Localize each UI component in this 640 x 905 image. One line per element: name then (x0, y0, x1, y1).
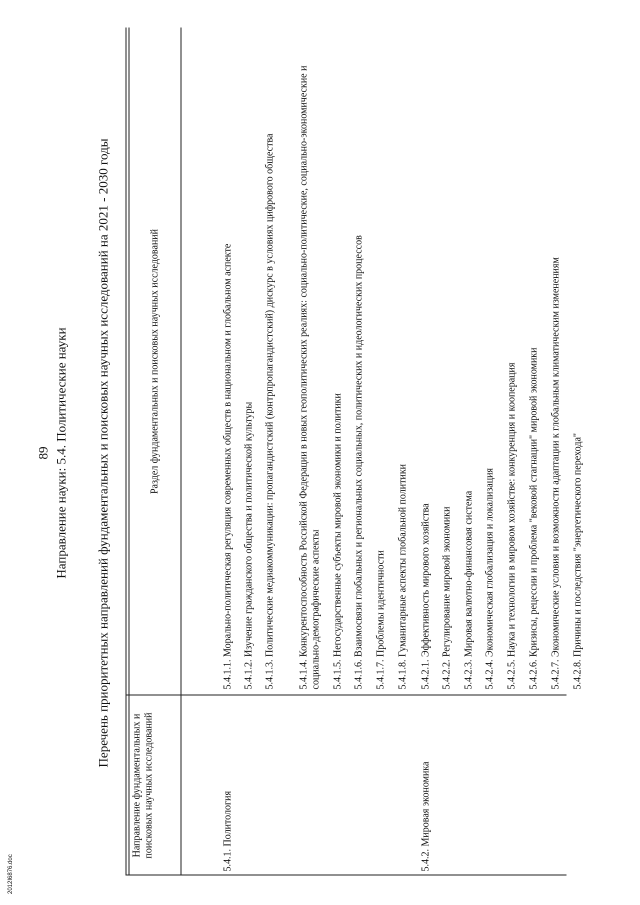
table-row: 5.4.1.7. Проблемы идентичности (375, 549, 386, 689)
table-column-divider (125, 694, 566, 695)
table-row: 5.4.2.7. Экономические условия и возможности адаптации к глобальным климатическим изменениям (550, 256, 561, 689)
header-direction: Направление фундаментальных и поисковых научных исследований (131, 712, 154, 859)
table-row: 5.4.1.8. Гуманитарные аспекты глобальной политики (397, 463, 408, 689)
direction-title: Направление науки: 5.4. Политические науки (53, 326, 68, 579)
table-row: 5.4.2.4. Экономическая глобализация и локализация (484, 467, 495, 689)
page-number: 89 (35, 446, 50, 459)
table-top-border (125, 27, 126, 875)
table-header-divider (180, 27, 181, 875)
footer-file-code (8, 854, 48, 900)
table-row: 5.4.2.1. Эффективность мирового хозяйства (420, 502, 431, 689)
table-row: 5.4.1.4. Конкурентоспособность Российской Федерации в новых геополитических реалиях: социально-политические, социально-экономические и социально-демографические аспекты (298, 65, 321, 689)
table-row: 5.4.1.2. Изучение гражданского общества и политической культуры (243, 401, 254, 689)
table-row: 5.4.1.1. Морально-политическая регуляция современных обществ в национальном и глобальном аспекте (222, 243, 233, 689)
table-row: 5.4.2.2. Регулирование мировой экономики (441, 506, 452, 689)
header-section: Раздел фундаментальных и поисковых научных исследований (149, 228, 160, 494)
footer-code-text: 2012I6876.doc (8, 854, 14, 894)
table-row: 5.4.1.6. Взаимосвязи глобальных и региональных социальных, политических и идеологических процессов (353, 234, 364, 689)
table-left-border (125, 874, 566, 875)
table-row: 5.4.1.3. Политические медиакоммуникации: пропагандистский (контрпропагандистский) дискурс в условиях цифрового общества (264, 133, 275, 689)
table-top-border-inner (128, 27, 129, 875)
direction-world-economy: 5.4.2. Мировая экономика (420, 761, 431, 871)
direction-politology: 5.4.1. Политология (222, 790, 233, 871)
research-table (125, 27, 583, 875)
table-row: 5.4.2.8. Причины и последствия "энергетического перехода" (572, 432, 583, 689)
table-row: 5.4.2.3. Мировая валютно-финансовая система (463, 490, 474, 689)
list-title: Перечень приоритетных направлений фундаментальных и поисковых научных исследований на 2021 - 2030 годы (95, 138, 110, 767)
table-row: 5.4.1.5. Негосударственные субъекты мировой экономики и политики (332, 392, 343, 689)
table-row: 5.4.2.6. Кризисы, рецессии и проблема "вековой стагнации" мировой экономики (528, 346, 539, 689)
table-row: 5.4.2.5. Наука и технологии в мировом хозяйстве: конкуренция и кооперация (506, 362, 517, 689)
